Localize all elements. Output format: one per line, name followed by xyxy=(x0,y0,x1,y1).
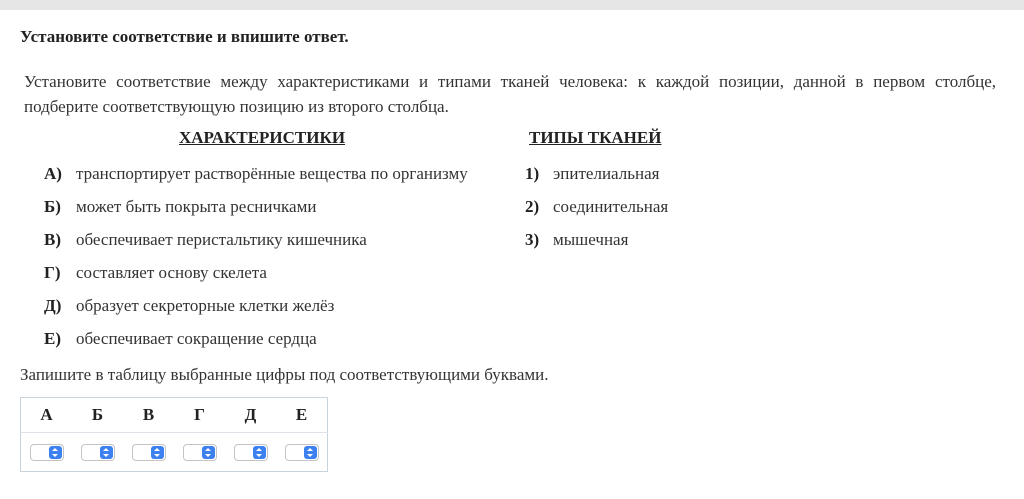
characteristic-item-v xyxy=(44,230,367,250)
characteristic-item-e xyxy=(44,329,317,349)
answer-cell-g xyxy=(174,433,225,472)
answer-select-e[interactable] xyxy=(285,444,319,461)
answer-column-letter-e: Е xyxy=(276,398,328,433)
characteristic-letter: В) xyxy=(44,230,61,249)
answer-instruction: Запишите в таблицу выбранные цифры под соответствующими буквами. xyxy=(20,365,549,384)
top-bar xyxy=(0,0,1024,10)
select-arrows-icon xyxy=(202,446,215,459)
answer-cell-b xyxy=(72,433,123,472)
answer-cell-v xyxy=(123,433,174,472)
answer-cell-d xyxy=(225,433,276,472)
answer-table xyxy=(20,397,328,472)
characteristic-item-b xyxy=(44,197,316,217)
select-arrows-icon xyxy=(100,446,113,459)
characteristic-letter: Д) xyxy=(44,296,62,315)
characteristic-letter: Г) xyxy=(44,263,61,282)
tissue-type-text: мышечная xyxy=(553,230,629,249)
characteristic-letter: А) xyxy=(44,164,62,183)
answer-select-a[interactable] xyxy=(30,444,64,461)
answer-select-d[interactable] xyxy=(234,444,268,461)
question-heading: Установите соответствие и впишите ответ. xyxy=(20,27,349,46)
answer-cell-a xyxy=(21,433,73,472)
answer-select-b[interactable] xyxy=(81,444,115,461)
answer-column-letter-a: А xyxy=(21,398,73,433)
tissue-type-item-1 xyxy=(525,164,659,184)
answer-select-v[interactable] xyxy=(132,444,166,461)
characteristic-text: образует секреторные клетки желёз xyxy=(76,296,335,315)
answer-cell-e xyxy=(276,433,328,472)
characteristic-text: может быть покрыта ресничками xyxy=(76,197,317,216)
characteristic-text: обеспечивает сокращение сердца xyxy=(76,329,317,348)
characteristic-item-d xyxy=(44,296,334,316)
characteristic-item-a xyxy=(44,164,468,184)
tissue-type-text: соединительная xyxy=(553,197,669,216)
tissue-type-number: 1) xyxy=(525,164,540,183)
characteristic-item-g xyxy=(44,263,267,283)
characteristics-header: ХАРАКТЕРИСТИКИ xyxy=(179,128,346,147)
tissue-type-number: 2) xyxy=(525,197,540,216)
characteristic-letter: Е) xyxy=(44,329,61,348)
characteristic-letter: Б) xyxy=(44,197,61,216)
characteristic-text: составляет основу скелета xyxy=(76,263,267,282)
answer-select-g[interactable] xyxy=(183,444,217,461)
answer-column-letter-b: Б xyxy=(72,398,123,433)
answer-column-letter-g: Г xyxy=(174,398,225,433)
answer-table-header-row xyxy=(21,398,328,433)
characteristic-text: обеспечивает перистальтику кишечника xyxy=(76,230,367,249)
select-arrows-icon xyxy=(151,446,164,459)
answer-column-letter-v: В xyxy=(123,398,174,433)
tissue-types-header: ТИПЫ ТКАНЕЙ xyxy=(529,128,662,147)
task-text: Установите соответствие между характеристиками и типами тканей человека: к каждой позиции, данной в первом столбце, подберите соответствующую позицию из второго столбца. xyxy=(24,72,996,116)
select-arrows-icon xyxy=(49,446,62,459)
tissue-type-text: эпителиальная xyxy=(553,164,660,183)
tissue-type-number: 3) xyxy=(525,230,540,249)
characteristic-text: транспортирует растворённые вещества по организму xyxy=(76,164,468,183)
answer-table-select-row xyxy=(21,433,328,472)
tissue-type-item-3 xyxy=(525,230,628,250)
select-arrows-icon xyxy=(253,446,266,459)
select-arrows-icon xyxy=(304,446,317,459)
answer-column-letter-d: Д xyxy=(225,398,276,433)
tissue-type-item-2 xyxy=(525,197,668,217)
